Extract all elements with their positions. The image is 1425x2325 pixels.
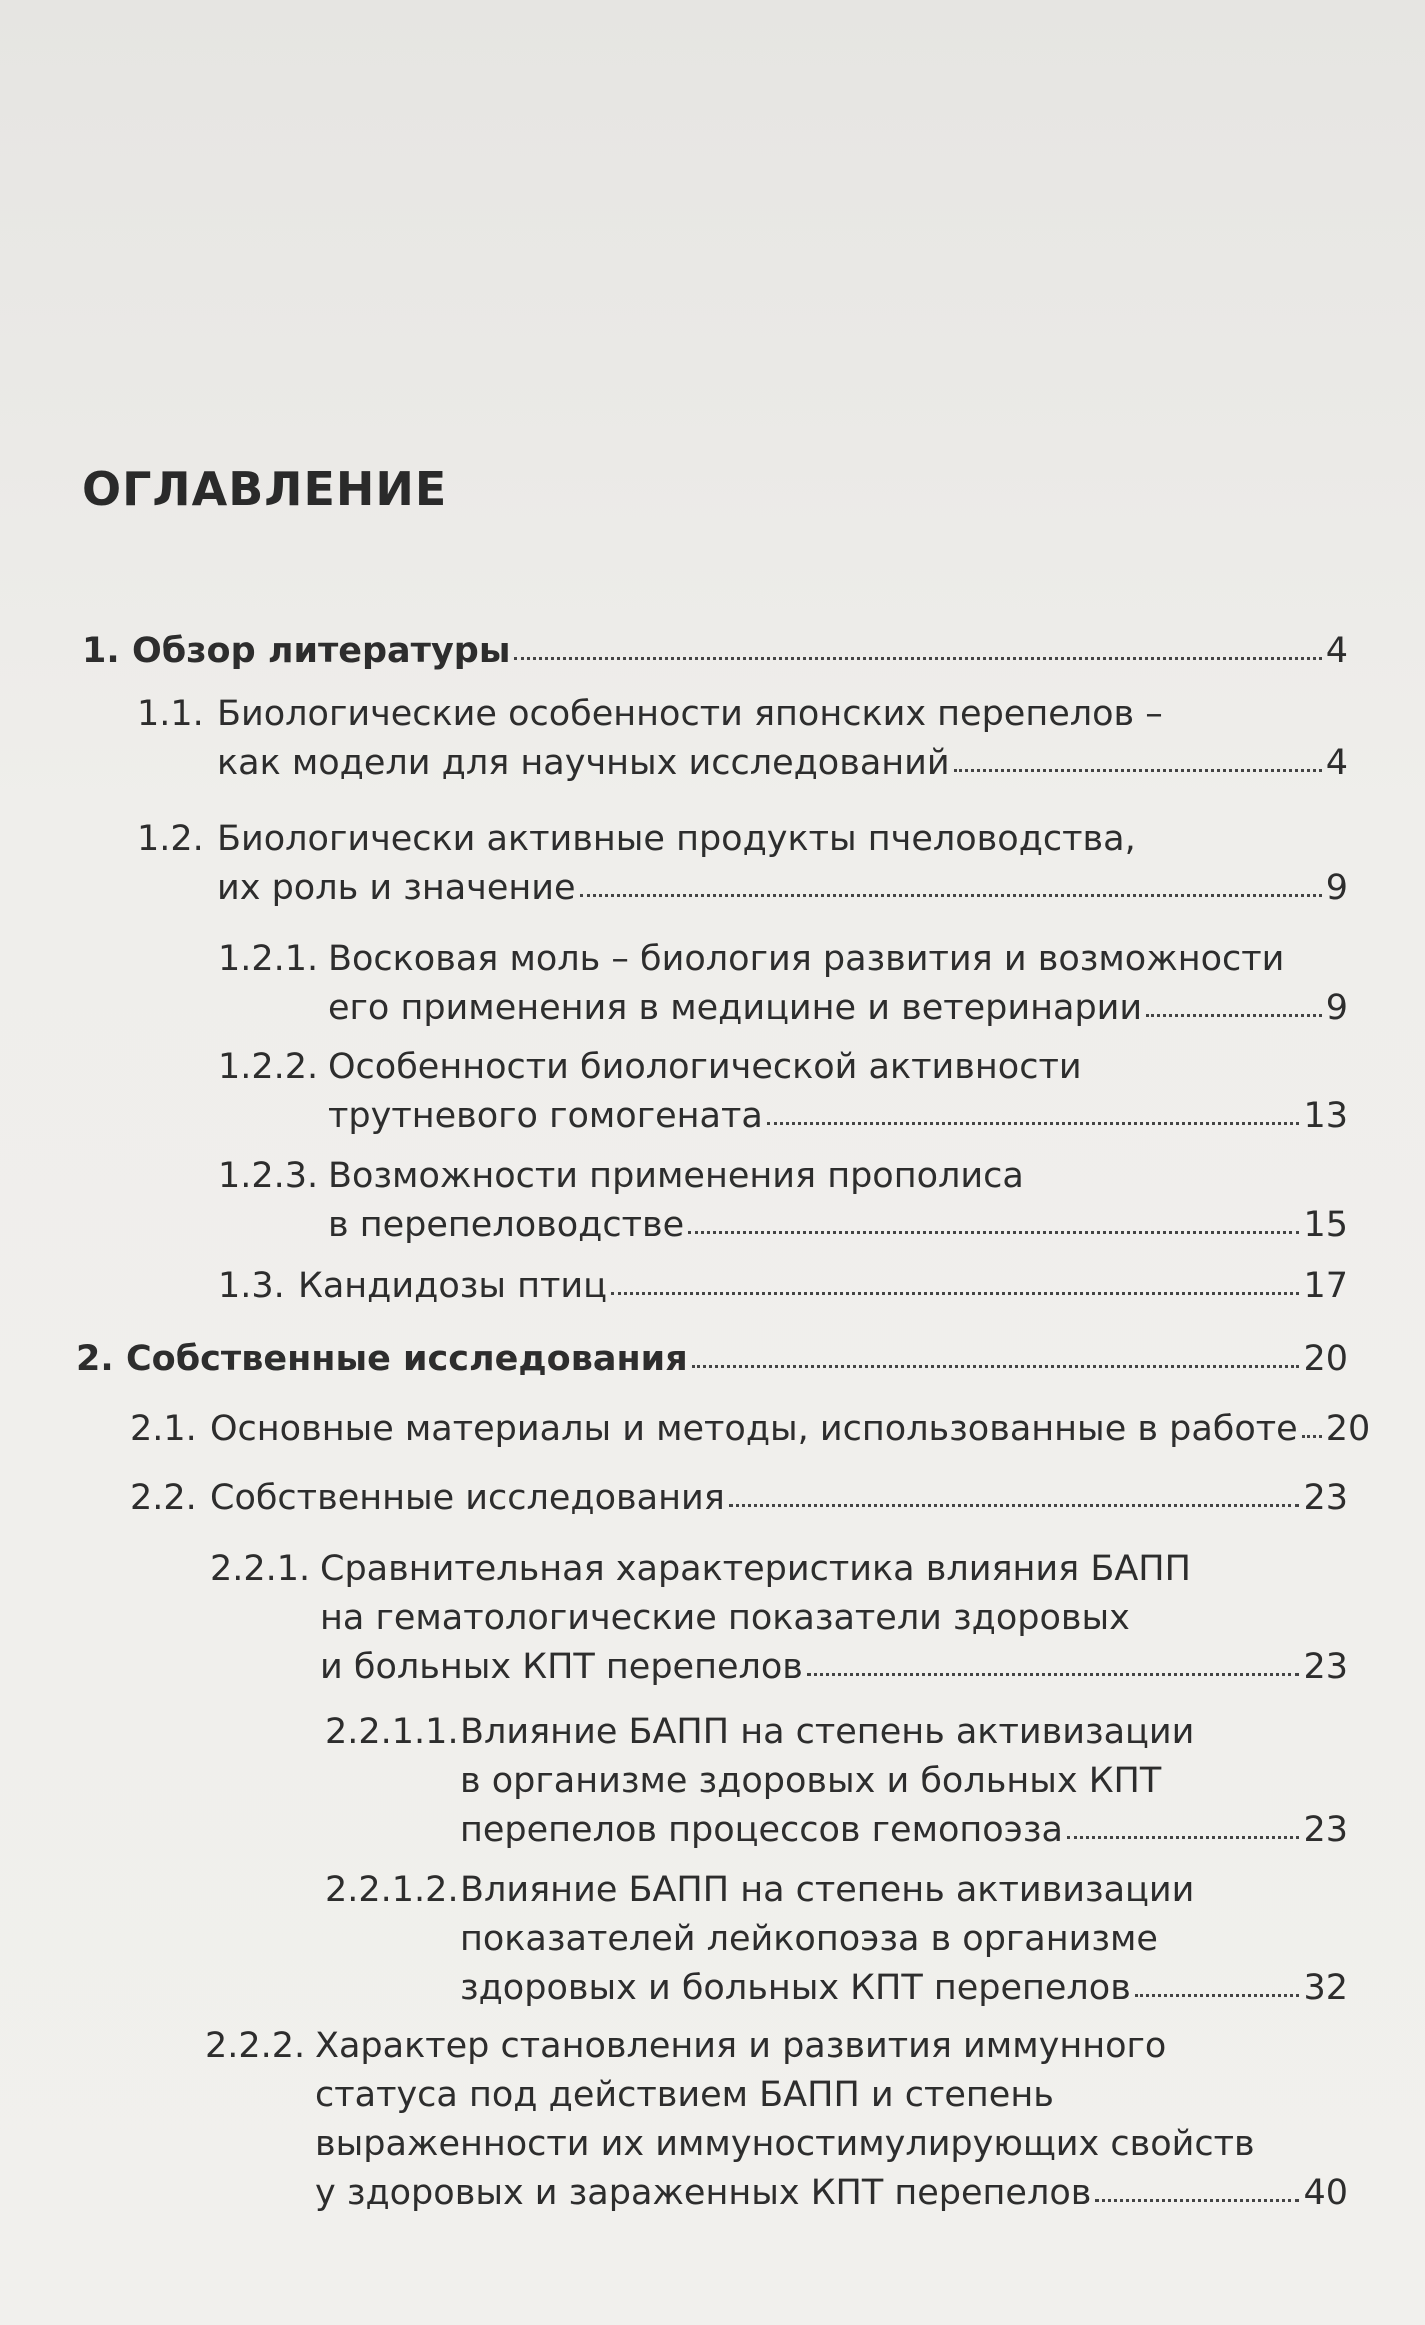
toc-page-number: 13 bbox=[1303, 1096, 1348, 1136]
toc-entry-number: 1.2. bbox=[137, 819, 204, 859]
toc-entry-title-line: Влияние БАПП на степень активизации bbox=[460, 1870, 1195, 1910]
toc-entry-title-line: Биологические особенности японских перепелов – bbox=[217, 694, 1163, 734]
toc-entry-title-line: его применения в медицине и ветеринарии bbox=[328, 988, 1143, 1028]
toc-page-number: 4 bbox=[1325, 743, 1348, 783]
toc-page-number: 4 bbox=[1325, 631, 1348, 671]
toc-page-number: 23 bbox=[1303, 1810, 1348, 1850]
toc-entry-number: 2. bbox=[76, 1339, 114, 1379]
toc-entry-2-2[interactable] bbox=[130, 1474, 1348, 1523]
toc-entry-title-line: Восковая моль – биология развития и возможности bbox=[328, 939, 1285, 979]
toc-page-number: 40 bbox=[1303, 2173, 1348, 2213]
dot-leader bbox=[1146, 1014, 1322, 1017]
toc-page-number: 15 bbox=[1303, 1205, 1348, 1245]
toc-entry-1-2-3[interactable] bbox=[218, 1152, 1348, 1250]
toc-entry-1-2-2[interactable] bbox=[218, 1043, 1348, 1141]
toc-entry-title-line: здоровых и больных КПТ перепелов bbox=[460, 1968, 1131, 2008]
toc-page-number: 20 bbox=[1325, 1409, 1371, 1449]
toc-entry-title-line: Характер становления и развития иммунного bbox=[315, 2026, 1167, 2066]
toc-entry-number: 2.2.1. bbox=[210, 1549, 311, 1589]
toc-entry-2-2-1[interactable] bbox=[210, 1545, 1348, 1692]
toc-entry-number: 2.2.2. bbox=[205, 2026, 306, 2066]
toc-entry-title-line: в организме здоровых и больных КПТ bbox=[460, 1761, 1162, 1801]
dot-leader bbox=[611, 1292, 1300, 1295]
dot-leader bbox=[954, 769, 1322, 772]
toc-entry-2-2-1-2[interactable] bbox=[325, 1866, 1348, 2013]
toc-page-number: 23 bbox=[1303, 1478, 1348, 1518]
toc-entry-2-1[interactable] bbox=[130, 1405, 1371, 1454]
toc-page-number: 20 bbox=[1303, 1339, 1348, 1379]
dot-leader bbox=[1095, 2199, 1299, 2202]
dot-leader bbox=[688, 1231, 1299, 1234]
toc-entry-title-line: в перепеловодстве bbox=[328, 1205, 685, 1245]
dot-leader bbox=[807, 1673, 1300, 1676]
dot-leader bbox=[729, 1504, 1300, 1507]
toc-entry-number: 1.2.1. bbox=[218, 939, 319, 979]
toc-entry-2-2-2[interactable] bbox=[205, 2022, 1348, 2218]
toc-entry-1-1[interactable] bbox=[137, 690, 1348, 788]
toc-entry-1-2-1[interactable] bbox=[218, 935, 1348, 1033]
toc-entry-title-line: Кандидозы птиц bbox=[298, 1266, 607, 1306]
toc-entry-2[interactable] bbox=[76, 1335, 1348, 1384]
dot-leader bbox=[1067, 1836, 1300, 1839]
toc-page-number: 17 bbox=[1303, 1266, 1348, 1306]
toc-entry-number: 2.2.1.2. bbox=[325, 1870, 459, 1910]
toc-entry-title-line: Обзор литературы bbox=[132, 631, 511, 671]
toc-entry-1-2[interactable] bbox=[137, 815, 1348, 913]
toc-entry-title-line: выраженности их иммуностимулирующих свойств bbox=[315, 2124, 1255, 2164]
toc-page-number: 9 bbox=[1325, 868, 1348, 908]
toc-entry-title-line: перепелов процессов гемопоэза bbox=[460, 1810, 1063, 1850]
toc-entry-number: 2.2.1.1. bbox=[325, 1712, 459, 1752]
toc-entry-title-line: показателей лейкопоэза в организме bbox=[460, 1919, 1158, 1959]
toc-entry-title-line: Влияние БАПП на степень активизации bbox=[460, 1712, 1195, 1752]
toc-entry-number: 1.2.3. bbox=[218, 1156, 319, 1196]
dot-leader bbox=[767, 1122, 1300, 1125]
toc-entry-title-line: Собственные исследования bbox=[210, 1478, 725, 1518]
toc-entry-number: 1.3. bbox=[218, 1266, 285, 1306]
toc-entry-number: 2.2. bbox=[130, 1478, 197, 1518]
toc-entry-title-line: Собственные исследования bbox=[126, 1339, 688, 1379]
toc-entry-title-line: на гематологические показатели здоровых bbox=[320, 1598, 1130, 1638]
toc-entry-title-line: их роль и значение bbox=[217, 868, 576, 908]
toc-entry-1-3[interactable] bbox=[218, 1262, 1348, 1311]
toc-entry-title-line: трутневого гомогената bbox=[328, 1096, 763, 1136]
toc-entry-2-2-1-1[interactable] bbox=[325, 1708, 1348, 1855]
toc-entry-number: 1.2.2. bbox=[218, 1047, 319, 1087]
toc-page-number: 9 bbox=[1325, 988, 1348, 1028]
toc-heading: ОГЛАВЛЕНИЕ bbox=[82, 462, 448, 516]
dot-leader bbox=[1302, 1435, 1322, 1438]
toc-entry-title-line: Биологически активные продукты пчеловодства, bbox=[217, 819, 1136, 859]
toc-entry-title-line: Сравнительная характеристика влияния БАПП bbox=[320, 1549, 1191, 1589]
toc-entry-title-line: и больных КПТ перепелов bbox=[320, 1647, 803, 1687]
toc-entry-title-line: у здоровых и зараженных КПТ перепелов bbox=[315, 2173, 1092, 2213]
toc-entry-title-line: Особенности биологической активности bbox=[328, 1047, 1082, 1087]
toc-entry-1[interactable] bbox=[82, 627, 1348, 676]
toc-entry-title-line: Основные материалы и методы, использованные в работе bbox=[210, 1409, 1298, 1449]
dot-leader bbox=[1135, 1994, 1300, 1997]
toc-page-number: 23 bbox=[1303, 1647, 1348, 1687]
toc-entry-title-line: как модели для научных исследований bbox=[217, 743, 950, 783]
toc-entry-number: 2.1. bbox=[130, 1409, 197, 1449]
dot-leader bbox=[692, 1365, 1300, 1368]
toc-entry-number: 1.1. bbox=[137, 694, 204, 734]
toc-entry-title-line: статуса под действием БАПП и степень bbox=[315, 2075, 1054, 2115]
toc-entry-title-line: Возможности применения прополиса bbox=[328, 1156, 1024, 1196]
toc-entry-number: 1. bbox=[82, 631, 120, 671]
dot-leader bbox=[514, 657, 1321, 660]
toc-page-number: 32 bbox=[1303, 1968, 1348, 2008]
dot-leader bbox=[580, 894, 1322, 897]
